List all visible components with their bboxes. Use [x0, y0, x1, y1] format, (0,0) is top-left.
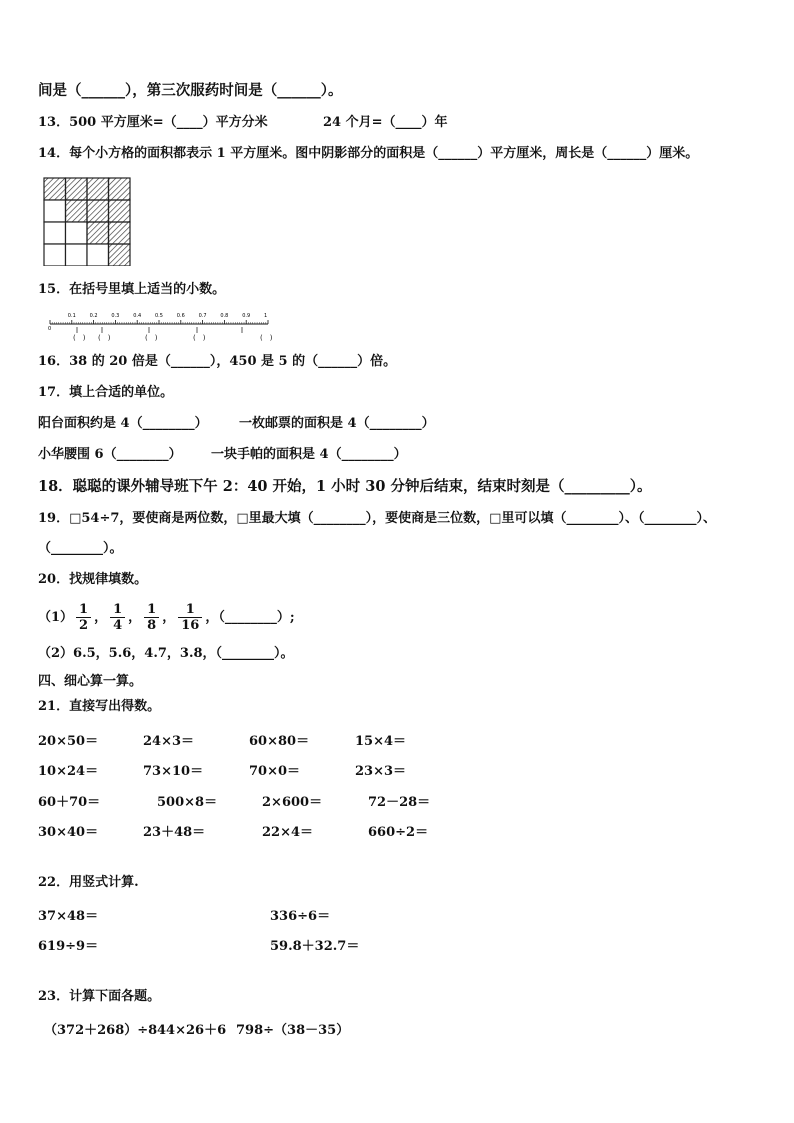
number-line-label: 0.8: [220, 313, 229, 319]
calc-item: 23＋48＝: [143, 825, 206, 840]
q13-part-b: 24 个月=（____）年: [323, 115, 448, 130]
vertical-calc-item: 59.8＋32.7＝: [270, 939, 360, 954]
vertical-calc-item: 37×48＝: [38, 909, 99, 924]
q20-part-1-suffix: ，（________）;: [205, 610, 295, 625]
answer-arrows: [77, 327, 242, 333]
calc-item: 500×8＝: [157, 795, 218, 810]
fraction-2-numerator: 1: [110, 602, 125, 618]
answer-blank-3: ( ): [145, 334, 158, 342]
calc-item: 24×3＝: [143, 734, 195, 749]
number-line-label: 0.5: [155, 313, 163, 319]
number-line-label: 1: [264, 313, 268, 319]
q23-text: 23．计算下面各题。: [38, 989, 161, 1004]
fraction-2: [110, 602, 125, 633]
number-line-label: 0.1: [67, 313, 76, 319]
calc-item: 23×3＝: [355, 764, 407, 779]
expression-item: 798÷（38－35）: [236, 1023, 350, 1038]
grid-cell-empty: [66, 222, 88, 244]
grid-cell-empty: [44, 200, 66, 222]
section-4-heading: 四、细心算一算。: [38, 674, 143, 689]
grid-cell-shaded: [109, 178, 131, 200]
calc-item: 60＋70＝: [38, 795, 101, 810]
calc-item: 72－28＝: [368, 795, 431, 810]
answer-blank-2: ( ): [98, 334, 111, 342]
number-line: [44, 308, 274, 344]
grid-cell-empty: [87, 244, 109, 266]
number-line-label: 0.6: [176, 313, 185, 319]
grid-cell-empty: [44, 244, 66, 266]
q20-part-2: （2）6.5，5.6，4.7，3.8，（________）。: [38, 646, 294, 661]
fraction-1-numerator: 1: [76, 602, 91, 618]
vertical-calc-item: 619÷9＝: [38, 939, 99, 954]
q20-text: 20．找规律填数。: [38, 572, 148, 587]
fraction-4: [178, 602, 202, 633]
number-line-label: 0.4: [133, 313, 142, 319]
expression-item: 44×26＋6: [157, 1023, 227, 1038]
grid-cell-shaded: [109, 200, 131, 222]
answer-blank-4: ( ): [193, 334, 206, 342]
grid-cell-shaded: [66, 200, 88, 222]
calc-item: 70×0＝: [249, 764, 301, 779]
q17-text: 17．填上合适的单位。: [38, 385, 174, 400]
calc-item: 15×4＝: [355, 734, 407, 749]
q18-text: 18．聪聪的课外辅导班下午 2：40 开始，1 小时 30 分钟后结束，结束时刻是（_________）。: [38, 478, 652, 495]
q20-part-1: （1） $\frac{1}{2}$ ， $\frac{1}{4}$ ， $\frac{1}{8}$ ， $\frac{1}{16}$ ，（________）;: [38, 602, 295, 633]
fraction-3: [144, 602, 159, 633]
calc-item: 30×40＝: [38, 825, 99, 840]
fraction-4-denominator: 16: [181, 618, 200, 633]
grid-cell-shaded: [66, 178, 88, 200]
q19-text-cont: （________）。: [38, 541, 123, 556]
expression-item: （372＋268）÷8: [44, 1023, 158, 1038]
calc-item: 20×50＝: [38, 734, 99, 749]
fraction-1: [76, 602, 91, 633]
grid-cell-empty: [66, 244, 88, 266]
grid-cell-shaded: [87, 178, 109, 200]
grid-cell-shaded: [87, 222, 109, 244]
answer-blank-5: ( ): [260, 334, 273, 342]
number-line-start-label: 0: [48, 326, 52, 332]
fraction-3-numerator: 1: [144, 602, 159, 618]
vertical-calc-item: 336÷6＝: [270, 909, 331, 924]
q14-text: 14．每个小方格的面积都表示 1 平方厘米。图中阴影部分的面积是（______）平方厘米，周长是（______）厘米。: [38, 146, 699, 161]
q16-text: 16．38 的 20 倍是（______），450 是 5 的（______）倍。: [38, 354, 397, 369]
number-line-label: 0.9: [242, 313, 251, 319]
calc-item: 2×600＝: [262, 795, 323, 810]
calc-item: 10×24＝: [38, 764, 99, 779]
fraction-2-denominator: 4: [113, 618, 123, 633]
grid-cell-shaded: [87, 200, 109, 222]
q15-text: 15．在括号里填上适当的小数。: [38, 282, 226, 297]
number-line-label: 0.3: [111, 313, 120, 319]
calc-item: 60×80＝: [249, 734, 310, 749]
q19-text: 19．□54÷7，要使商是两位数，□里最大填（________），要使商是三位数，□里可以填（________）、（________）、: [38, 511, 716, 526]
fraction-1-denominator: 2: [79, 618, 89, 633]
grid-cell-shaded: [109, 222, 131, 244]
q22-text: 22．用竖式计算.: [38, 875, 139, 890]
line-prev-question-tail: 间是（______），第三次服药时间是（______）。: [38, 82, 343, 99]
q17-item-a: 阳台面积约是 4（________）: [38, 416, 208, 431]
shaded-grid-figure: [43, 177, 131, 266]
grid-cell-shaded: [44, 178, 66, 200]
number-line-label: 0.7: [198, 313, 207, 319]
fraction-4-numerator: 1: [178, 602, 202, 618]
grid-cell-empty: [44, 222, 66, 244]
number-line-label: 0.2: [89, 313, 98, 319]
calc-item: 73×10＝: [143, 764, 204, 779]
calc-item: 22×4＝: [262, 825, 314, 840]
q20-part-1-prefix: （1）: [38, 610, 74, 625]
q21-text: 21．直接写出得数。: [38, 699, 161, 714]
q17-item-b: 一枚邮票的面积是 4（________）: [239, 416, 435, 431]
q13-part-a: 13．500 平方厘米=（____）平方分米: [38, 115, 268, 130]
q17-item-d: 一块手帕的面积是 4（________）: [211, 447, 407, 462]
answer-blank-1: ( ): [73, 334, 86, 342]
q17-item-c: 小华腰围 6（________）: [38, 447, 182, 462]
grid-cell-shaded: [109, 244, 131, 266]
calc-item: 660÷2＝: [368, 825, 429, 840]
fraction-3-denominator: 8: [147, 618, 157, 633]
